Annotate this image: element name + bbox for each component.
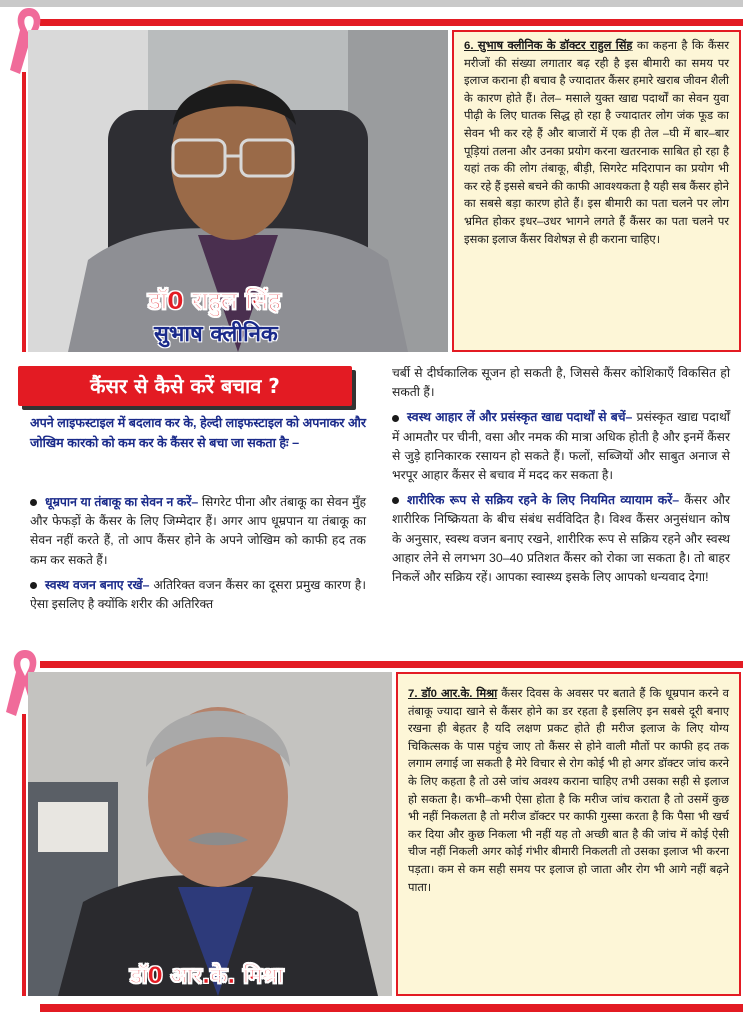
- bullet-dot-icon: [392, 415, 399, 422]
- doctor-rahul-photo: [28, 30, 448, 352]
- left-column: [30, 414, 366, 614]
- top-strip: [0, 0, 743, 7]
- doctor-mishra-lead: 7. डॉ0 आर.के. मिश्रा: [408, 688, 498, 700]
- bullet-smoking: धूम्रपान या तंबाकू का सेवन न करें– सिगरेट पीना और तंबाकू का सेवन मुँह और फेफड़ों के कैंसर के लिए जिम्मेदार हैं। अगर आप धूम्रपान या तंबाकू का सेवन नहीं करते हैं, तो आप कैंसर होने के अपने जोखिम को काफी हद तक कम कर सकते हैं।: [30, 495, 366, 567]
- bottom-red-bar: [40, 1004, 743, 1012]
- bullet-exercise: शारीरिक रूप से सक्रिय रहने के लिए नियमित व्यायाम करें– कैंसर और शारीरिक निष्क्रियता के बीच संबंध सर्वविदित है। विश्व कैंसर अनुसंधान कोष के अनुसार, स्वस्थ वजन बनाए रखने, शारीरिक रूप से सक्रिय रहने और स्वस्थ आहार लेने से लगभग 30–40 प्रतिशत कैंसर को रोका जा सकता है। तो बाहर निकलें और सक्रिय रहें। आपका स्वास्थ्य इसके लिए आपको धन्यवाद देगा!: [392, 493, 730, 585]
- section-intro: अपने लाइफस्टाइल में बदलाव कर के, हेल्दी लाइफस्टाइल को अपनाकर और जोखिम कारको को कम कर के कैंसर से बचा जा सकता हैः –: [30, 416, 366, 450]
- doctor-portrait: [28, 672, 392, 996]
- bullet-dot-icon: [30, 499, 37, 506]
- left-red-line: [22, 72, 26, 352]
- doctor-rahul-clinic: सुभाष क्लीनिक: [154, 322, 278, 347]
- bullet-dot-icon: [392, 497, 399, 504]
- bullet-diet: स्वस्थ आहार लें और प्रसंस्कृत खाद्य पदार्थों से बचें– प्रसंस्कृत खाद्य पदार्थों में आमतौर पर चीनी, वसा और नमक की मात्रा अधिक होती है और इनमें कैंसर से जुड़े हानिकारक रसायन हो सकते हैं। फलों, सब्जियों और साबुत अनाज से भरपूर आहार कैंसर से बचाव में मदद कर सकता है।: [392, 410, 730, 483]
- doctor-mishra-photo: [28, 672, 392, 996]
- bullet-weight: स्वस्थ वजन बनाए रखें– अतिरिक्त वजन कैंसर का दूसरा प्रमुख कारण है। ऐसा इसलिए है क्योंकि शरीर की अतिरिक्त: [30, 577, 366, 612]
- doctor-rahul-text: का कहना है कि कैंसर मरीजों की संख्या लगातार बढ़ रही है इस बीमारी का समय पर इलाज कराना ही बचाव है ज्यादातर कैंसर हमारे खराब जीवन शैली के कारण होते हैं। तेल– मसाले युक्त खाद्य पदार्थों का सेवन युवा पीढ़ी के लिए घातक सिद्ध हो रहा है ज्यादातर लोग जंक फूड का सेवन भी कर रहे हैं और बाजारों में एक ही तेल –घी में बार–बार पूड़ियां तलना और उनका प्रयोग करना खतरनाक साबित हो रहा है यहां तक की लोग तंबाकू, बीड़ी, सिगरेट मदिरापान का प्रयोग भी कर रहे हैं इससे बचने की काफी आवश्यकता है यही सब कैंसर होने का सबसे बड़ा कारण होते हैं। इस बीमारी का पता चलने पर लोग भ्रमित होकर इधर–उधर भागने लगते हैं कैंसर का पता चलने पर इसका इलाज कैंसर विशेषज्ञ से ही कराना चाहिए।: [464, 40, 730, 246]
- section-heading: कैंसर से कैसे करें बचाव ?: [90, 374, 280, 398]
- doctor-rahul-quote: [452, 30, 741, 352]
- bullet-dot-icon: [30, 582, 37, 589]
- left-red-line-bottom: [22, 714, 26, 996]
- top-red-bar: [40, 19, 743, 26]
- doctor-mishra-name: डॉ0 आर.के. मिश्रा: [130, 964, 284, 989]
- bullet-weight-continued: चर्बी से दीर्घकालिक सूजन हो सकती है, जिससे कैंसर कोशिकाएँ विकसित हो सकती हैं।: [392, 366, 730, 400]
- section-heading-box: [18, 366, 352, 406]
- doctor-mishra-text: कैंसर दिवस के अवसर पर बताते हैं कि धूम्रपान करने व तंबाकू ज्यादा खाने से कैंसर होने का डर रहता है इसलिए इन सबसे दूरी बनाए रखना ही बेहतर है यदि लक्षण प्रकट होते ही मरीज इलाज के लिए योग्य चिकित्सक के पास पहुंच जाए तो कैंसर से होने वाली मौतों पर काफी हद तक लगाम लगाई जा सकती है मेरे विचार से रोग कोई भी हो अगर डॉक्टर जांच करने के लिए कहता है तो उसे जांच अवश्य कराना चाहिए तभी उसका सही से इलाज हो सकता है। कभी–कभी ऐसा होता है कि मरीज जांच कराता है तो उसमें कुछ भी नहीं निकलता है तो मरीज डॉक्टर पर काफी गुस्सा करता है कि पैसा भी खर्च कर दिया और कुछ निकला भी नहीं यह तो अच्छी बात है की जांच में कोई ऐसी चीज नहीं निकली अगर कोई गंभीर बीमारी निकलती तो उसका इलाज भी करना पड़ता। कम से कम सही समय पर इलाज हो जाता और रोग भी आगे नहीं बढ़ने पाता।: [408, 688, 730, 894]
- doctor-rahul-lead: 6. सुभाष क्लीनिक के डॉक्टर राहुल सिंह: [464, 40, 633, 52]
- right-column: [392, 364, 730, 587]
- doctor-rahul-name: डॉ0 राहुल सिंह: [148, 287, 281, 315]
- doctor-mishra-quote: [396, 672, 741, 996]
- middle-red-bar: [40, 661, 743, 668]
